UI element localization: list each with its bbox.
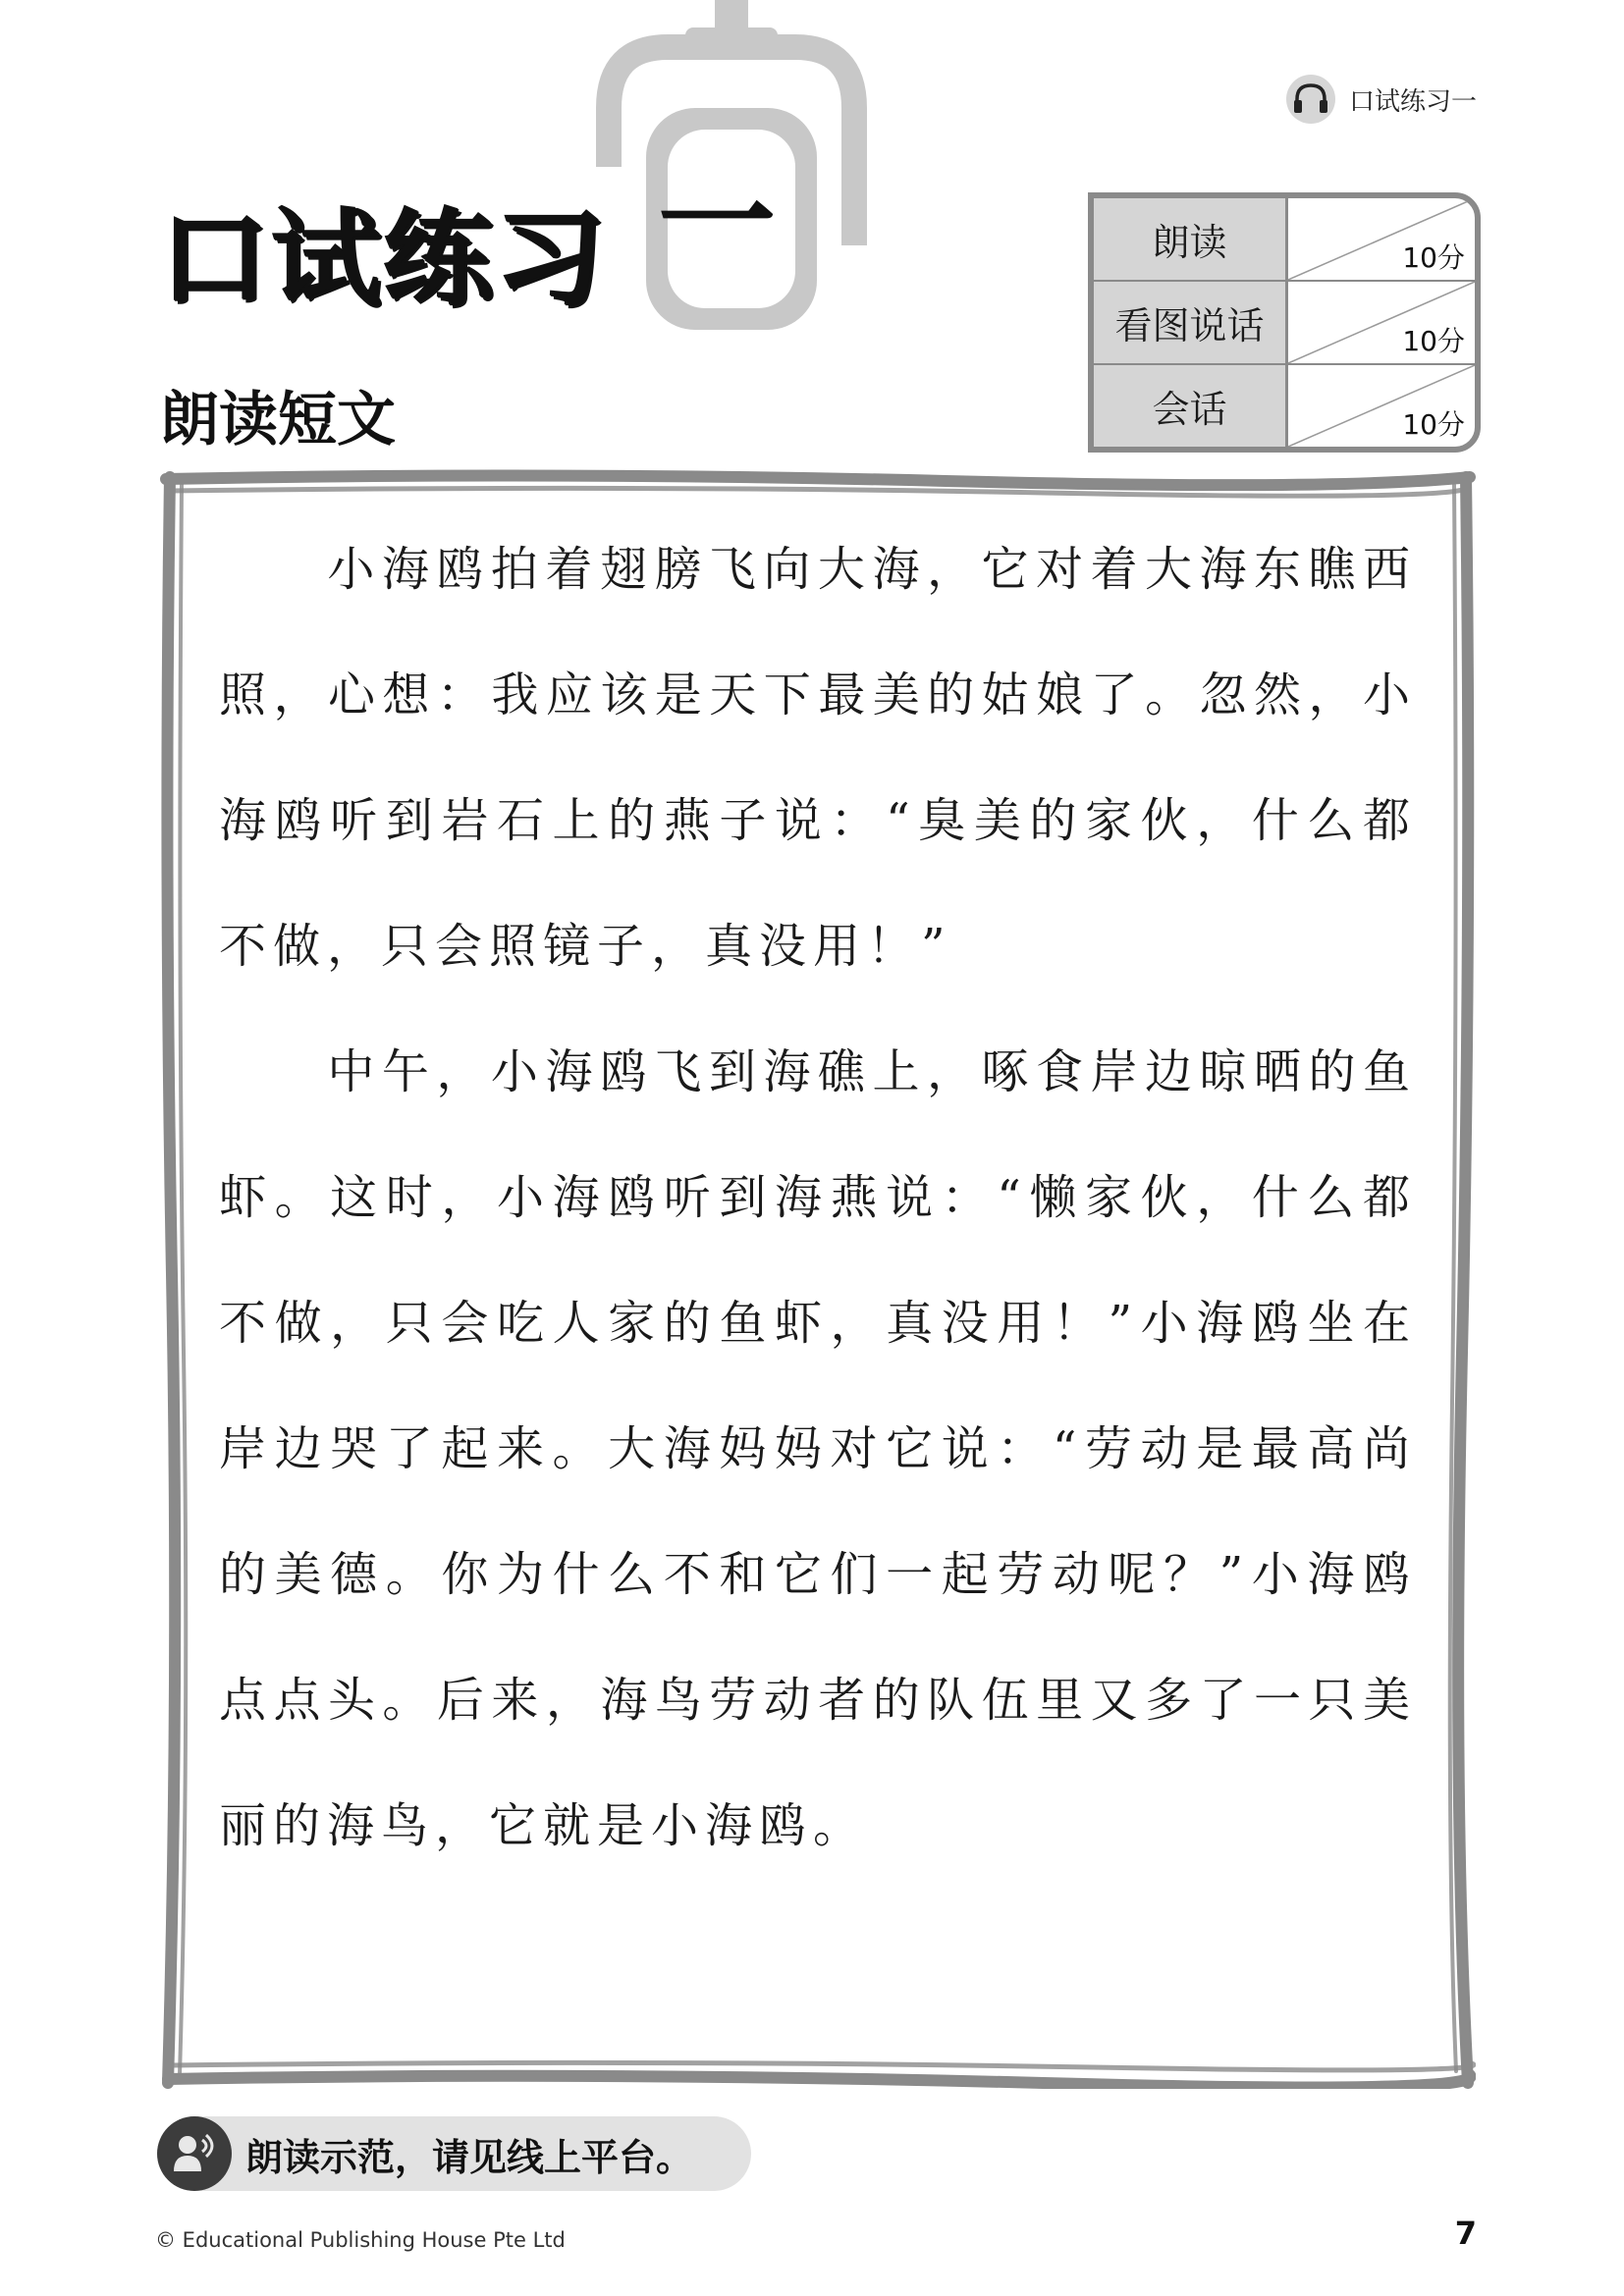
audio-demo-note[interactable]: [157, 2116, 751, 2191]
passage-paragraph: 小海鸥拍着翅膀飞向大海，它对着大海东瞧西照，心想：我应该是天下最美的姑娘了。忽然，小海鸥听到岩石上的燕子说：“臭美的家伙，什么都不做，只会照镜子，真没用！”: [219, 542, 1417, 974]
reading-passage: [219, 507, 1417, 1889]
section-heading: 朗读短文: [160, 386, 396, 454]
passage-frame: [160, 469, 1476, 2089]
title-number: 一: [658, 155, 776, 292]
passage-paragraph: 中午，小海鸥飞到海礁上，啄食岸边晾晒的鱼虾。这时，小海鸥听到海燕说：“懒家伙，什么都不做，只会吃人家的鱼虾，真没用！”小海鸥坐在岸边哭了起来。大海妈妈对它说：“劳动是最高尚的美德。你为什么不和它们一起劳动呢？”小海鸥点点头。后来，海鸟劳动者的队伍里又多了一只美丽的海鸟，它就是小海鸥。: [219, 1044, 1417, 1853]
header-tag: [1286, 75, 1477, 124]
score-row-picture: [1094, 282, 1475, 365]
score-label: 看图说话: [1094, 282, 1288, 363]
score-label: 会话: [1094, 365, 1288, 447]
header-tag-label: 口试练习一: [1348, 86, 1477, 117]
score-row-conversation: [1094, 365, 1475, 447]
headphone-icon: [1286, 75, 1335, 124]
score-points: 10分: [1402, 325, 1465, 357]
score-row-reading: [1094, 198, 1475, 282]
copyright: © Educational Publishing House Pte Ltd: [155, 2228, 566, 2252]
score-label: 朗读: [1094, 198, 1288, 280]
page-title: 口试练习: [159, 198, 607, 321]
audio-demo-label: 朗读示范，请见线上平台。: [245, 2135, 694, 2179]
score-input-cell[interactable]: [1288, 198, 1475, 280]
audio-speaker-icon: [157, 2116, 232, 2191]
page-number: 7: [1454, 2215, 1477, 2252]
score-table: [1088, 192, 1481, 453]
score-points: 10分: [1402, 408, 1465, 441]
score-input-cell[interactable]: [1288, 365, 1475, 447]
score-input-cell[interactable]: [1288, 282, 1475, 363]
score-points: 10分: [1402, 241, 1465, 274]
